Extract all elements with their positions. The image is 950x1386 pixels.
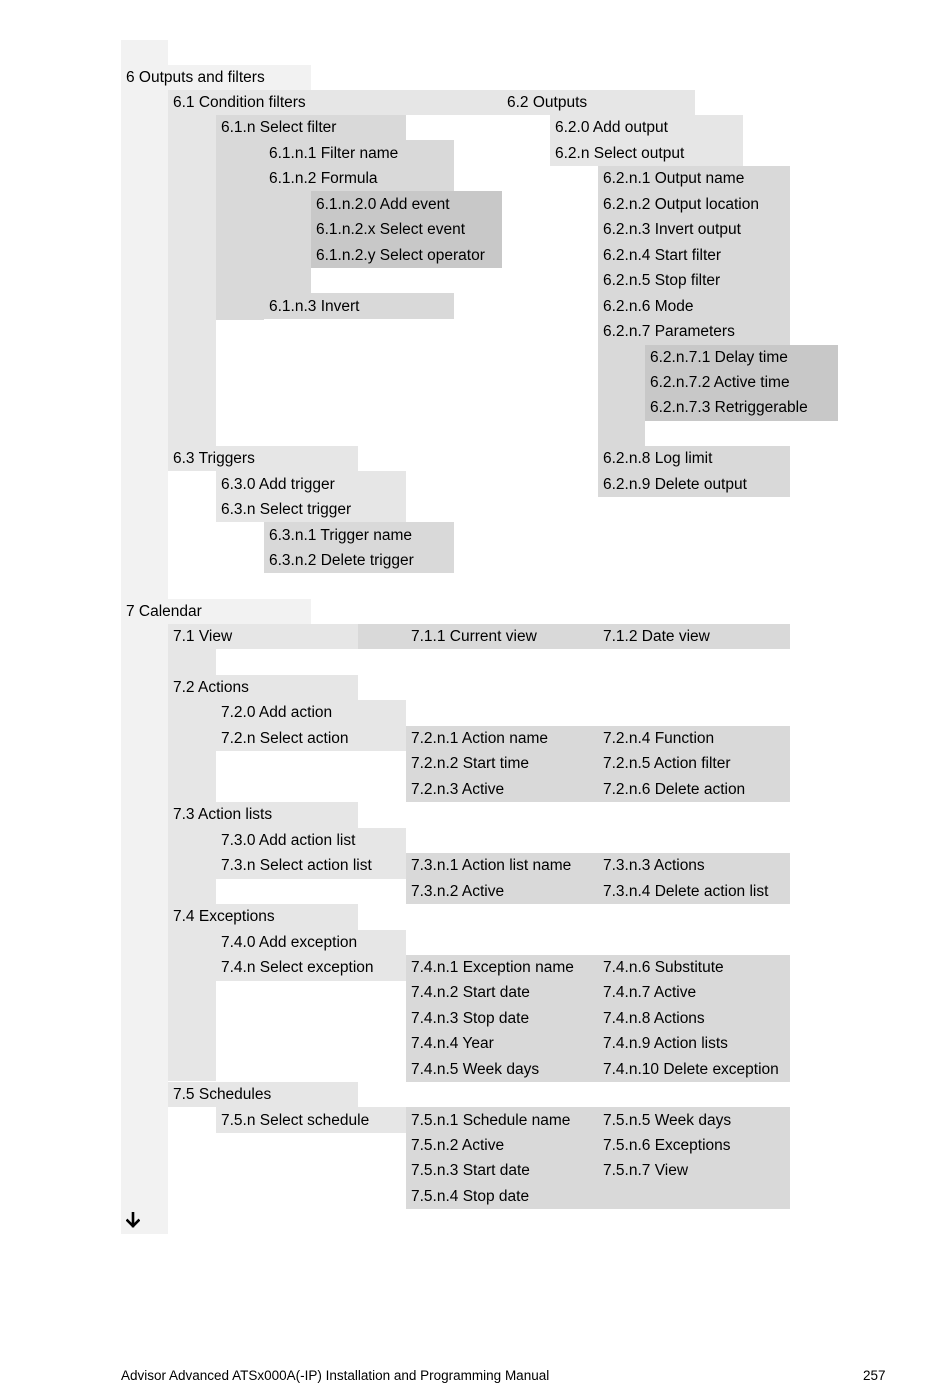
exception-item: 7.4.n.4 Year xyxy=(411,1035,494,1052)
invert: 6.1.n.3 Invert xyxy=(269,298,360,315)
exception-item: 7.4.n.7 Active xyxy=(603,984,697,1001)
section7-heading: 7 Calendar xyxy=(126,603,202,620)
action-list-item: 7.3.n.1 Action list name xyxy=(411,857,572,874)
add-output: 6.2.0 Add output xyxy=(555,119,668,136)
add-action-list: 7.3.0 Add action list xyxy=(221,832,356,849)
schedule-item: 7.5.n.5 Week days xyxy=(603,1112,732,1129)
filter-name: 6.1.n.1 Filter name xyxy=(269,145,399,162)
condition-filters-title: 6.1 Condition filters xyxy=(173,94,306,111)
action-item: 7.2.n.1 Action name xyxy=(411,730,549,747)
add-action: 7.2.0 Add action xyxy=(221,704,333,721)
select-output: 6.2.n Select output xyxy=(555,145,685,162)
date-view: 7.1.2 Date view xyxy=(603,628,710,645)
section6-heading: 6 Outputs and filters xyxy=(126,69,265,86)
delete-output: 6.2.n.9 Delete output xyxy=(603,476,747,493)
arrow-down-icon xyxy=(126,1212,140,1228)
schedule-item: 7.5.n.6 Exceptions xyxy=(603,1137,731,1154)
output-item: 6.2.n.6 Mode xyxy=(603,298,694,315)
schedule-item: 7.5.n.3 Start date xyxy=(411,1162,530,1179)
log-limit: 6.2.n.8 Log limit xyxy=(603,450,713,467)
schedules-title: 7.5 Schedules xyxy=(173,1086,272,1103)
condition-filters-bar xyxy=(168,90,216,446)
action-list-item: 7.3.n.4 Delete action list xyxy=(603,883,769,900)
output-item: 6.2.n.2 Output location xyxy=(603,196,759,213)
exception-item: 7.4.n.5 Week days xyxy=(411,1061,540,1078)
output-item: 6.2.n.1 Output name xyxy=(603,170,745,187)
action-item: 7.2.n.5 Action filter xyxy=(603,755,731,772)
action-list-item: 7.3.n.2 Active xyxy=(411,883,505,900)
triggers-title: 6.3 Triggers xyxy=(173,450,255,467)
output-item: 6.2.n.5 Stop filter xyxy=(603,272,721,289)
level0-bar xyxy=(121,40,168,1234)
select-exception: 7.4.n Select exception xyxy=(221,959,374,976)
delete-trigger: 6.3.n.2 Delete trigger xyxy=(269,552,414,569)
parameter-item: 6.2.n.7.2 Active time xyxy=(650,374,790,391)
select-filter-bar xyxy=(216,115,264,320)
output-item: 6.2.n.7 Parameters xyxy=(603,323,735,340)
view-title: 7.1 View xyxy=(173,628,233,645)
parameter-item: 6.2.n.7.3 Retriggerable xyxy=(650,399,808,416)
select-event: 6.1.n.2.x Select event xyxy=(316,221,466,238)
output-item: 6.2.n.3 Invert output xyxy=(603,221,741,238)
schedule-item: 7.5.n.4 Stop date xyxy=(411,1188,530,1205)
exceptions-title: 7.4 Exceptions xyxy=(173,908,275,925)
exception-item: 7.4.n.2 Start date xyxy=(411,984,530,1001)
action-item: 7.2.n.3 Active xyxy=(411,781,505,798)
select-schedule: 7.5.n Select schedule xyxy=(221,1112,370,1129)
exception-item: 7.4.n.1 Exception name xyxy=(411,959,574,976)
parameters-bar xyxy=(598,345,645,446)
outputs-title: 6.2 Outputs xyxy=(507,94,588,111)
formula-bar xyxy=(264,191,311,293)
action-item: 7.2.n.4 Function xyxy=(603,730,715,747)
action-list-item: 7.3.n.3 Actions xyxy=(603,857,705,874)
exception-item: 7.4.n.3 Stop date xyxy=(411,1010,530,1027)
select-operator: 6.1.n.2.y Select operator xyxy=(316,247,485,264)
select-trigger: 6.3.n Select trigger xyxy=(221,501,352,518)
schedule-item: 7.5.n.1 Schedule name xyxy=(411,1112,571,1129)
exception-item: 7.4.n.9 Action lists xyxy=(603,1035,728,1052)
select-action: 7.2.n Select action xyxy=(221,730,349,747)
schedule-item: 7.5.n.2 Active xyxy=(411,1137,505,1154)
add-exception: 7.4.0 Add exception xyxy=(221,934,358,951)
footer-title: Advisor Advanced ATSx000A(-IP) Installation and Programming Manual xyxy=(121,1368,550,1383)
select-filter: 6.1.n Select filter xyxy=(221,119,337,136)
add-trigger: 6.3.0 Add trigger xyxy=(221,476,335,493)
exception-item: 7.4.n.10 Delete exception xyxy=(603,1061,779,1078)
exception-item: 7.4.n.8 Actions xyxy=(603,1010,705,1027)
action-lists-title: 7.3 Action lists xyxy=(173,806,273,823)
add-event: 6.1.n.2.0 Add event xyxy=(316,196,450,213)
formula: 6.1.n.2 Formula xyxy=(269,170,378,187)
action-item: 7.2.n.6 Delete action xyxy=(603,781,746,798)
trigger-name: 6.3.n.1 Trigger name xyxy=(269,527,413,544)
actions-title: 7.2 Actions xyxy=(173,679,249,696)
select-action-list: 7.3.n Select action list xyxy=(221,857,372,874)
action-item: 7.2.n.2 Start time xyxy=(411,755,530,772)
schedule-item: 7.5.n.7 View xyxy=(603,1162,689,1179)
output-item: 6.2.n.4 Start filter xyxy=(603,247,722,264)
current-view: 7.1.1 Current view xyxy=(411,628,537,645)
page-number: 257 xyxy=(863,1368,886,1383)
parameter-item: 6.2.n.7.1 Delay time xyxy=(650,349,788,366)
exception-item: 7.4.n.6 Substitute xyxy=(603,959,724,976)
